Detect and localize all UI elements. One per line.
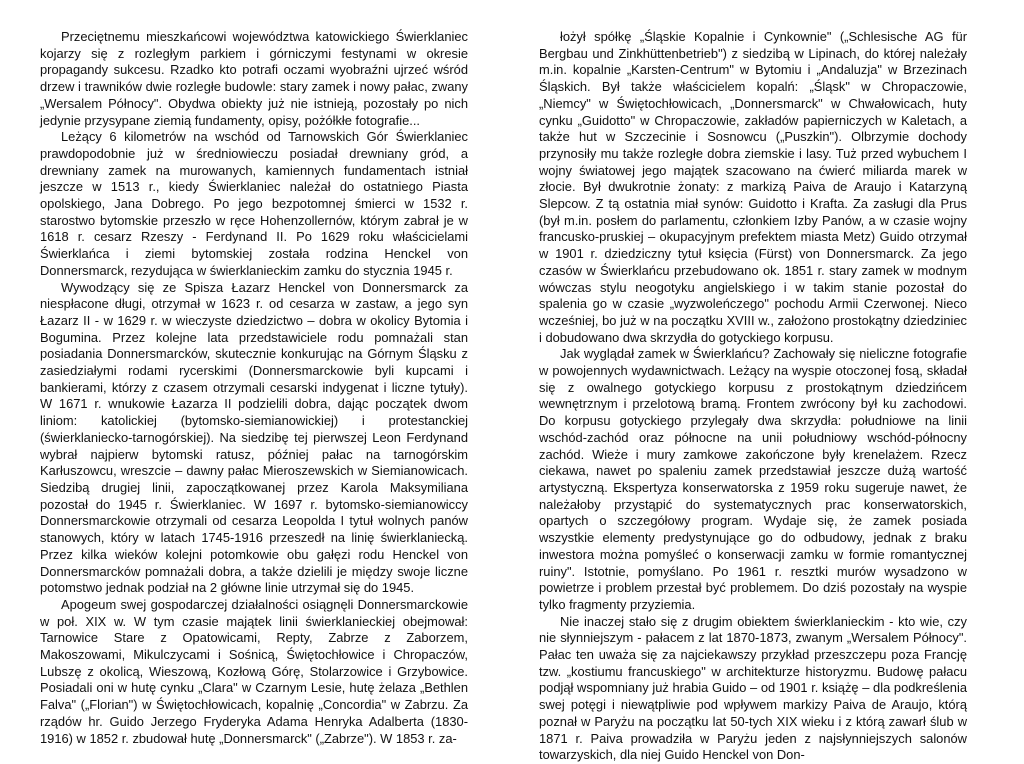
paragraph: Wywodzący się ze Spisza Łazarz Henckel von Donnersmarck za niespłacone długi, otrzymał w 1623 r. od cesarza w zastaw, a jego syn Łazarz II - w 1629 r. w wieczyste dziedzictwo – dobra w okolicy Bytomia i Bogumina. Przez kolejne lata przedstawiciele rodu pomnażali stan posiadania Donnersmarcków, skutecznie konkurując na Górnym Śląsku z zasiedziałymi rodami rycerskimi (Donnersmarckowie byli kupcami i bankierami, którzy z czasem otrzymali cesarski indygenat i liczne tytuły). W 1671 r. wnukowie Łazarza II podzielili dobra, dając początek dwom liniom: katolickiej (bytomsko-siemianowickiej) i protestanckiej (świerklaniecko-tarnogórskiej). Na siedzibę tej pierwszej Leon Ferdynand wybrał najpierw bytomski ratusz, później pałac na tarnogórskim Karłuszowcu, wreszcie – dawny pałac Mieroszewskich w Siemianowicach. Siedzibą drugiej linii, zapoczątkowanej przez Karola Maksymiliana pozostał do 1945 r. Świerklaniec. W 1697 r. bytomsko-siemianowiccy Donnersmarckowie otrzymali od cesarza Leopolda I tytuł wolnych panów stanowych, który w latach 1745-1916 przeszedł na linię świerklaniecką. Przez kilka wieków kolejni potomkowie obu gałęzi rodu Henckel von Donnersmarcków pomnażali dobra, a także dzielili je między swoje liczne potomstwo jednak podział na 2 główne linie utrzymał się do 1945. [40,279,468,596]
right-text-column [539,29,967,764]
paragraph: łożył spółkę „Śląskie Kopalnie i Cynkownie" („Schlesische AG für Bergbau und Zinkhüttenbetrieb") z siedzibą w Lipinach, do której należały m.in. kopalnie „Karsten-Centrum" w Bytomiu i „Andaluzja" w Brzezinach Śląskich. Był także właścicielem kopalń: „Śląsk" w Chropaczowie, „Niemcy" w Świętochłowicach, „Donnersmarck" w Chwałowicach, huty cynku „Guidotto" w Chropaczowie, zakładów papierniczych w Kaletach, a także hut w Szczecinie i Sosnowcu („Puszkin"). Olbrzymie dochody przynosiły mu także rozległe dobra ziemskie i lasy. Tuż przed wybuchem I wojny światowej jego majątek szacowano na ćwierć miliarda marek w złocie. Był dwukrotnie żonaty: z markizą Paiva de Araujo i Katarzyną Slepcow. Z tą ostatnia miał synów: Guidotto i Krafta. Za zasługi dla Prus (był m.in. posłem do parlamentu, członkiem Izby Panów, a w czasie wojny francusko-pruskiej – okupacyjnym prefektem miasta Metz) Guido otrzymał w 1901 r. dziedziczny tytuł księcia (Fürst) von Donnersmarck. Za jego czasów w Świerklańcu przebudowano ok. 1851 r. stary zamek w modnym wówczas stylu neogotyku angielskiego i w takim stanie pozostał do spalenia go w czasie „wyzwoleńczego" pochodu Armii Czerwonej. Nieco wcześniej, bo już w na początku XVIII w., założono prostokątny dziedziniec i dobudowano dwa skrzydła do gotyckiego korpusu. [539,29,967,345]
paragraph: Przeciętnemu mieszkańcowi województwa katowickiego Świerklaniec kojarzy się z rozległym parkiem i górniczymi festynami w okresie propagandy sukcesu. Rzadko kto potrafi oczami wyobraźni ujrzeć wśród drzew i trawników dwie rozległe budowle: stary zamek i nowy pałac, zwany „Wersalem Północy". Obydwa obiekty już nie istnieją, pozostały po nich jedynie przysypane ziemią fundamenty, opisy, pożółkłe fotografie... [40,29,468,128]
left-text-column [40,29,468,747]
paragraph: Leżący 6 kilometrów na wschód od Tarnowskich Gór Świerklaniec prawdopodobnie już w średniowieczu posiadał drewniany gród, a drewniany zamek na murowanych, kamiennych fundamentach istniał jeszcze w 1513 r., kiedy Świerklaniec należał do ostatniego Piasta opolskiego, Jana Dobrego. Po jego bezpotomnej śmierci w 1532 r. starostwo bytomskie przeszło w ręce Hohenzollernów, którym zabrał je w 1618 r. cesarz Rzeszy - Ferdynand II. Po 1629 roku właścicielami Świerklańca i ziemi bytomskiej została rodzina Henckel von Donnersmarck, rezydująca w świerklanieckim zamku do stycznia 1945 r. [40,129,468,278]
paragraph: Jak wyglądał zamek w Świerklańcu? Zachowały się nieliczne fotografie w powojennych wydawnictwach. Leżący na wyspie otoczonej fosą, składał się z owalnego gotyckiego korpusu z prostokątnym dziedzińcem wewnętrznym i przelotową bramą. Frontem zwrócony był ku zachodowi. Do korpusu gotyckiego przylegały dwa skrzydła: południowe na linii wschód-zachód oraz północne na unii południowy wschód-północny zachód. Wieże i mury zamkowe zakończone były krenelażem. Rzecz ciekawa, nawet po spaleniu zamek przedstawiał jeszcze dużą wartość artystyczną. Ekspertyza konserwatorska z 1959 roku sugeruje nawet, że należałoby przystąpić do systematycznych prac konserwatorskich, opartych o szczegółowy program. Wydaje się, że zamek posiada wszystkie elementy predystynujące go do odbudowy, jednak z braku inwestora można pomyśleć o konserwacji zamku w formie romantycznej ruiny". Istotnie, pomyślano. Po 1961 r. resztki murów wysadzono w powietrze i problem przestał być problemem. Do dziś pozostały na wyspie tylko fragmenty przyziemia. [539,346,967,612]
paragraph: Nie inaczej stało się z drugim obiektem świerklanieckim - kto wie, czy nie słynniejszym - pałacem z lat 1870-1873, zwanym „Wersalem Północy". Pałac ten uważa się za najciekawszy przykład przeszczepu poza Francję tzw. „kostiumu francuskiego" w architekturze historyzmu. Budowę pałacu podjął wspomniany już hrabia Guido – od 1901 r. książę – dla podkreślenia swej potęgi i niewątpliwie pod wpływem markizy Paiva de Araujo, którą poznał w Paryżu na początku lat 50-tych XIX wieku i z którą zawarł ślub w 1871 r. Paiva prowadziła w Paryżu jeden z najsłynniejszych salonów towarzyskich, dla niej Guido Henckel von Don- [539,613,967,763]
paragraph: Apogeum swej gospodarczej działalności osiągnęli Donnersmarckowie w poł. XIX w. W tym czasie majątek linii świerklanieckiej obejmował: Tarnowice Stare z Opatowicami, Repty, Zabrze z Zaborzem, Makoszowami, Mikulczycami i Sośnicą, Świętochłowice i Chropaczów, Lubszę z okolicą, Wieszową, Kozłową Górę, Stolarzowice i Grzybowice. Posiadali oni w hutę cynku „Clara" w Czarnym Lesie, hutę żelaza „Bethlen Falva" („Florian") w Świętochłowicach, kopalnię „Concordia" w Zabrzu. Za rządów hr. Guido Jerzego Fryderyka Adama Henryka Adalberta (1830-1916) w 1852 r. zbudował hutę „Donnersmarck" („Zabrze"). W 1853 r. za- [40,596,468,746]
